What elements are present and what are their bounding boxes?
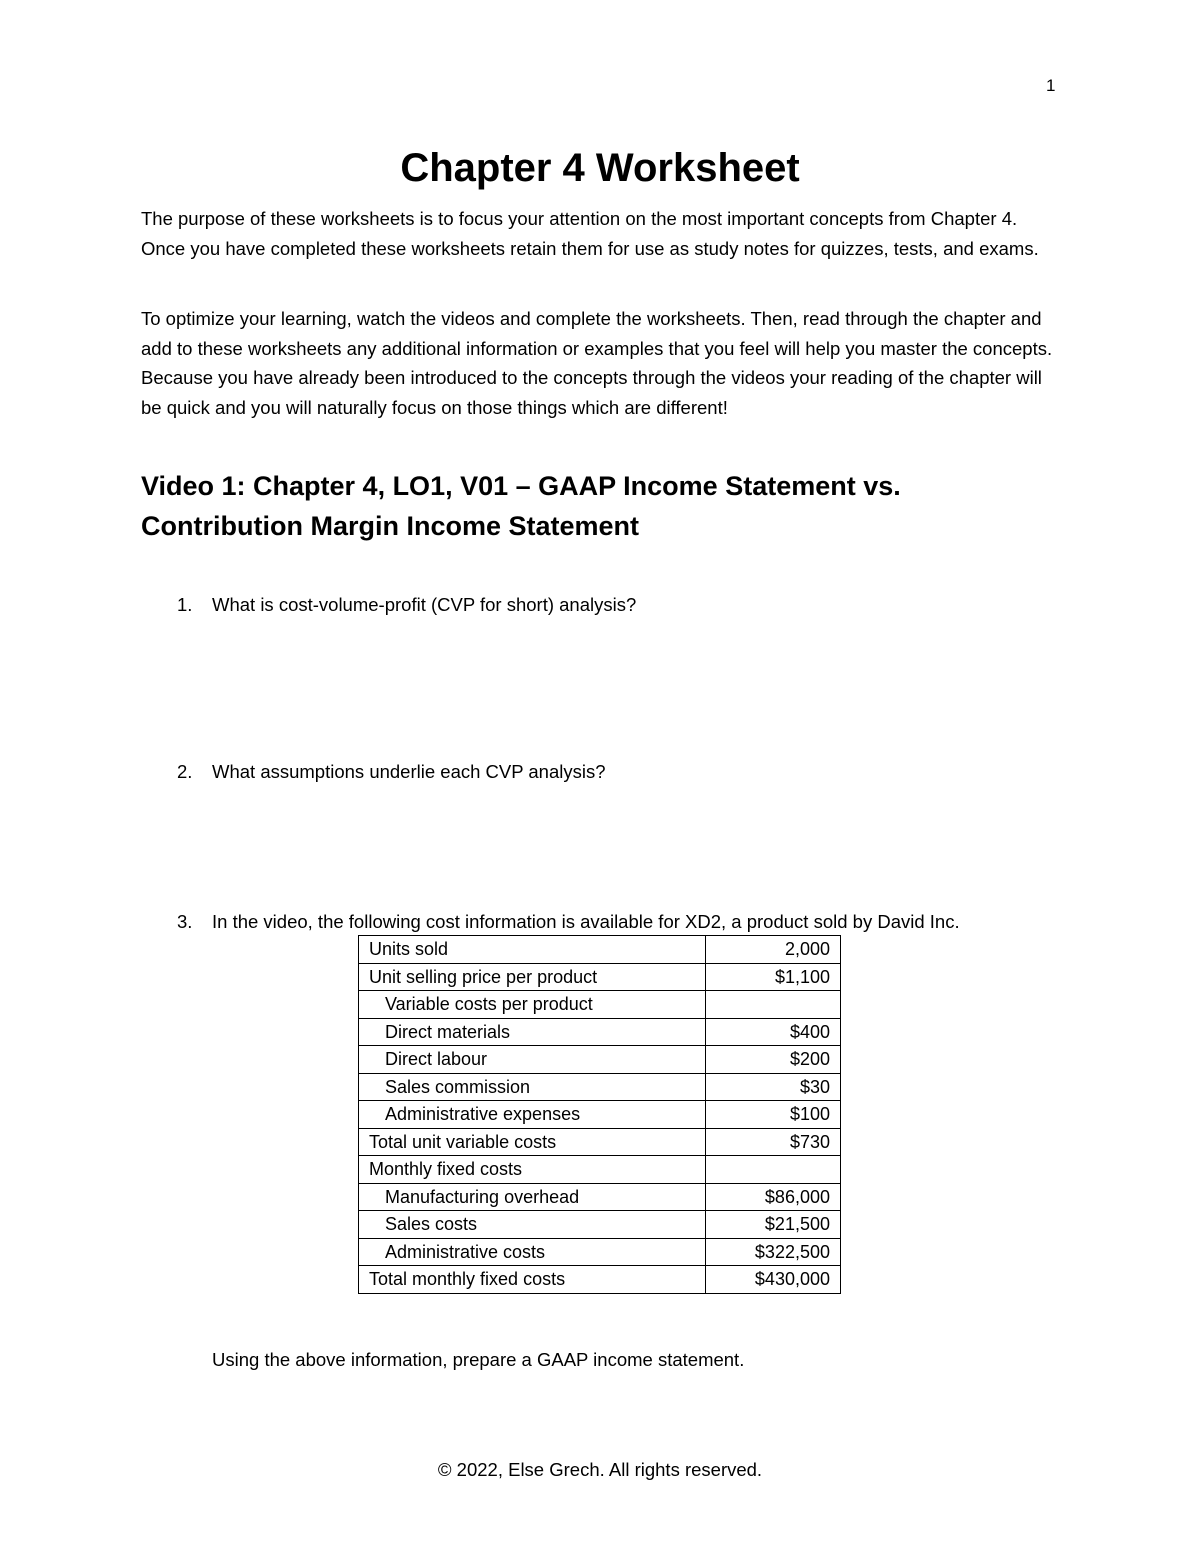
question-text: What assumptions underlie each CVP analysis?: [212, 761, 606, 782]
row-value: $400: [706, 1018, 841, 1046]
question-number: 3.: [177, 911, 193, 932]
row-label: Direct labour: [359, 1046, 706, 1074]
row-value: $21,500: [706, 1211, 841, 1239]
table-row: [359, 1156, 841, 1184]
table-row: [359, 1238, 841, 1266]
instruction-text: Using the above information, prepare a GAAP income statement.: [212, 1349, 745, 1370]
table-row: [359, 936, 841, 964]
row-label: Total monthly fixed costs: [359, 1266, 706, 1294]
copyright-footer: © 2022, Else Grech. All rights reserved.: [437, 1459, 763, 1480]
row-value: $1,100: [706, 963, 841, 991]
row-value: $100: [706, 1101, 841, 1129]
row-label: Manufacturing overhead: [359, 1183, 706, 1211]
question-3: [141, 910, 960, 934]
table-row: [359, 1101, 841, 1129]
row-label: Sales commission: [359, 1073, 706, 1101]
row-value: $730: [706, 1128, 841, 1156]
question-text: In the video, the following cost information is available for XD2, a product sold by David Inc.: [212, 911, 960, 932]
section-heading: Video 1: Chapter 4, LO1, V01 – GAAP Income Statement vs. Contribution Margin Income Statement: [141, 471, 901, 541]
row-label: Variable costs per product: [359, 991, 706, 1019]
row-label: Administrative expenses: [359, 1101, 706, 1129]
question-number: 2.: [177, 761, 193, 782]
question-number: 1.: [177, 594, 193, 615]
row-value: $30: [706, 1073, 841, 1101]
question-1: [141, 593, 636, 617]
row-label: Administrative costs: [359, 1238, 706, 1266]
table-row: [359, 991, 841, 1019]
intro-paragraph-1: The purpose of these worksheets is to focus your attention on the most important concepts from Chapter 4. Once you have completed these worksheets retain them for use as study notes for quizzes, tests, and exams.: [141, 208, 1039, 259]
question-2: [141, 760, 606, 784]
question-text: What is cost-volume-profit (CVP for short) analysis?: [212, 594, 637, 615]
row-label: Sales costs: [359, 1211, 706, 1239]
row-value: 2,000: [706, 936, 841, 964]
page-number: 1: [1046, 76, 1056, 95]
table-row: [359, 1018, 841, 1046]
intro-paragraph-2: To optimize your learning, watch the videos and complete the worksheets. Then, read through the chapter and add to these worksheets any additional information or examples that you feel will help you master the concepts. Because you have already been introduced to the concepts through the videos your reading of the chapter will be quick and you will naturally focus on those things which are different!: [141, 308, 1053, 418]
row-label: Total unit variable costs: [359, 1128, 706, 1156]
row-label: Unit selling price per product: [359, 963, 706, 991]
table-row: [359, 1073, 841, 1101]
page-title: Chapter 4 Worksheet: [400, 146, 800, 190]
row-label: Monthly fixed costs: [359, 1156, 706, 1184]
table-row: [359, 1183, 841, 1211]
row-value: [706, 1156, 841, 1184]
row-value: $322,500: [706, 1238, 841, 1266]
row-label: Direct materials: [359, 1018, 706, 1046]
row-value: $200: [706, 1046, 841, 1074]
row-label: Units sold: [359, 936, 706, 964]
table-row: [359, 963, 841, 991]
row-value: [706, 991, 841, 1019]
row-value: $86,000: [706, 1183, 841, 1211]
table-row: [359, 1128, 841, 1156]
table-row: [359, 1266, 841, 1294]
table-row: [359, 1046, 841, 1074]
table-row: [359, 1211, 841, 1239]
row-value: $430,000: [706, 1266, 841, 1294]
cost-information-table: [358, 935, 841, 1294]
